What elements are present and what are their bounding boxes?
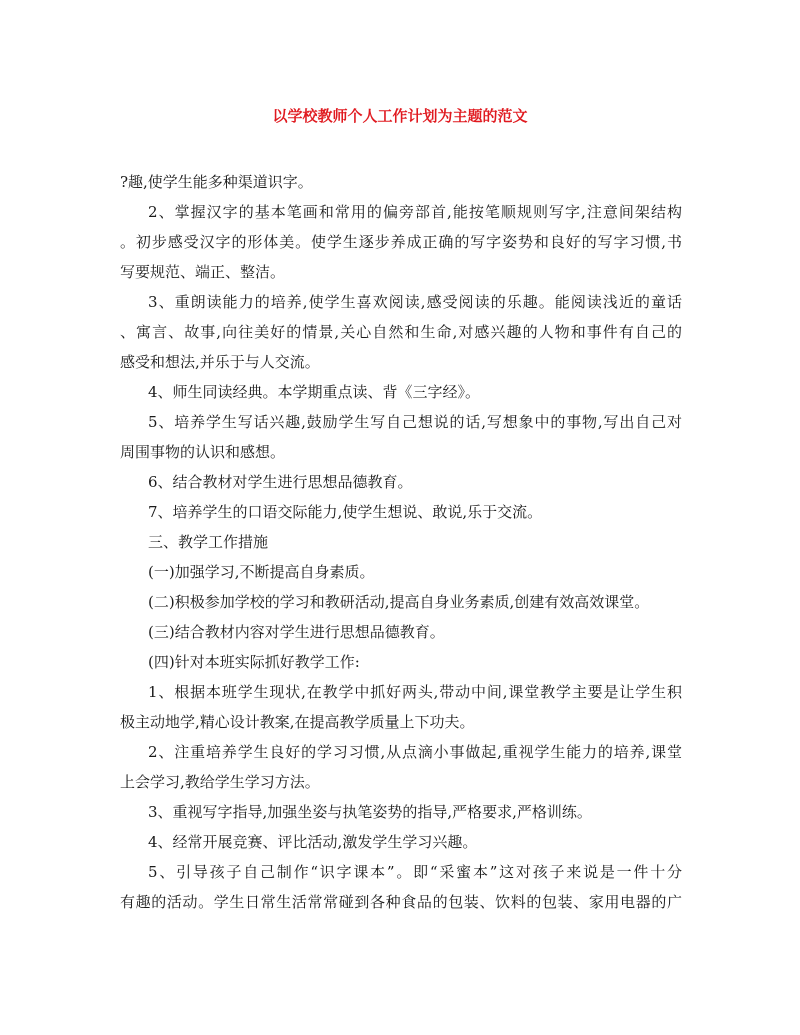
body-line: 。初步感受汉字的形体美。使学生逐步养成正确的写字姿势和良好的写字习惯,书: [120, 233, 682, 251]
body-line: ?趣,使学生能多种渠道识字。: [120, 173, 313, 191]
body-line: 上会学习,教给学生学习方法。: [120, 773, 320, 791]
body-line: 4、师生同读经典。本学期重点读、背《三字经》。: [148, 383, 481, 401]
body-line: 、寓言、故事,向往美好的情景,关心自然和生命,对感兴趣的人物和事件有自己的: [120, 323, 682, 341]
body-line: 3、重视写字指导,加强坐姿与执笔姿势的指导,严格要求,严格训练。: [148, 803, 592, 821]
body-line: 6、结合教材对学生进行思想品德教育。: [148, 473, 413, 491]
document-body: [120, 167, 682, 917]
body-line: 7、培养学生的口语交际能力,使学生想说、敢说,乐于交流。: [148, 503, 543, 521]
body-line: 5、引导孩子自己制作“识字课本”。即“采蜜本”这对孩子来说是一件十分: [148, 863, 682, 881]
body-line: 5、培养学生写话兴趣,鼓励学生写自己想说的话,写想象中的事物,写出自己对: [148, 413, 682, 431]
body-line: 极主动地学,精心设计教案,在提高教学质量上下功夫。: [120, 713, 475, 731]
body-line: 三、教学工作措施: [148, 533, 269, 551]
body-line: 4、经常开展竞赛、评比活动,激发学生学习兴趣。: [148, 833, 478, 851]
body-line: 3、重朗读能力的培养,使学生喜欢阅读,感受阅读的乐趣。能阅读浅近的童话: [148, 293, 682, 311]
document-title: 以学校教师个人工作计划为主题的范文: [272, 107, 528, 125]
body-line: 2、掌握汉字的基本笔画和常用的偏旁部首,能按笔顺规则写字,注意间架结构: [148, 203, 682, 221]
body-line: (四)针对本班实际抓好教学工作:: [148, 653, 360, 671]
body-line: 1、根据本班学生现状,在教学中抓好两头,带动中间,课堂教学主要是让学生积: [148, 683, 682, 701]
body-line: 2、注重培养学生良好的学习习惯,从点滴小事做起,重视学生能力的培养,课堂: [148, 743, 682, 761]
body-line: 周围事物的认识和感想。: [120, 443, 286, 461]
body-line: 感受和想法,并乐于与人交流。: [120, 353, 320, 371]
body-line: (三)结合教材内容对学生进行思想品德教育。: [148, 623, 445, 641]
body-line: (一)加强学习,不断提高自身素质。: [148, 563, 375, 581]
body-line: (二)积极参加学校的学习和教研活动,提高自身业务素质,创建有效高效课堂。: [148, 593, 650, 611]
body-line: 有趣的活动。学生日常生活常常碰到各种食品的包装、饮料的包装、家用电器的广: [120, 893, 682, 911]
body-line: 写要规范、端正、整洁。: [120, 263, 286, 281]
